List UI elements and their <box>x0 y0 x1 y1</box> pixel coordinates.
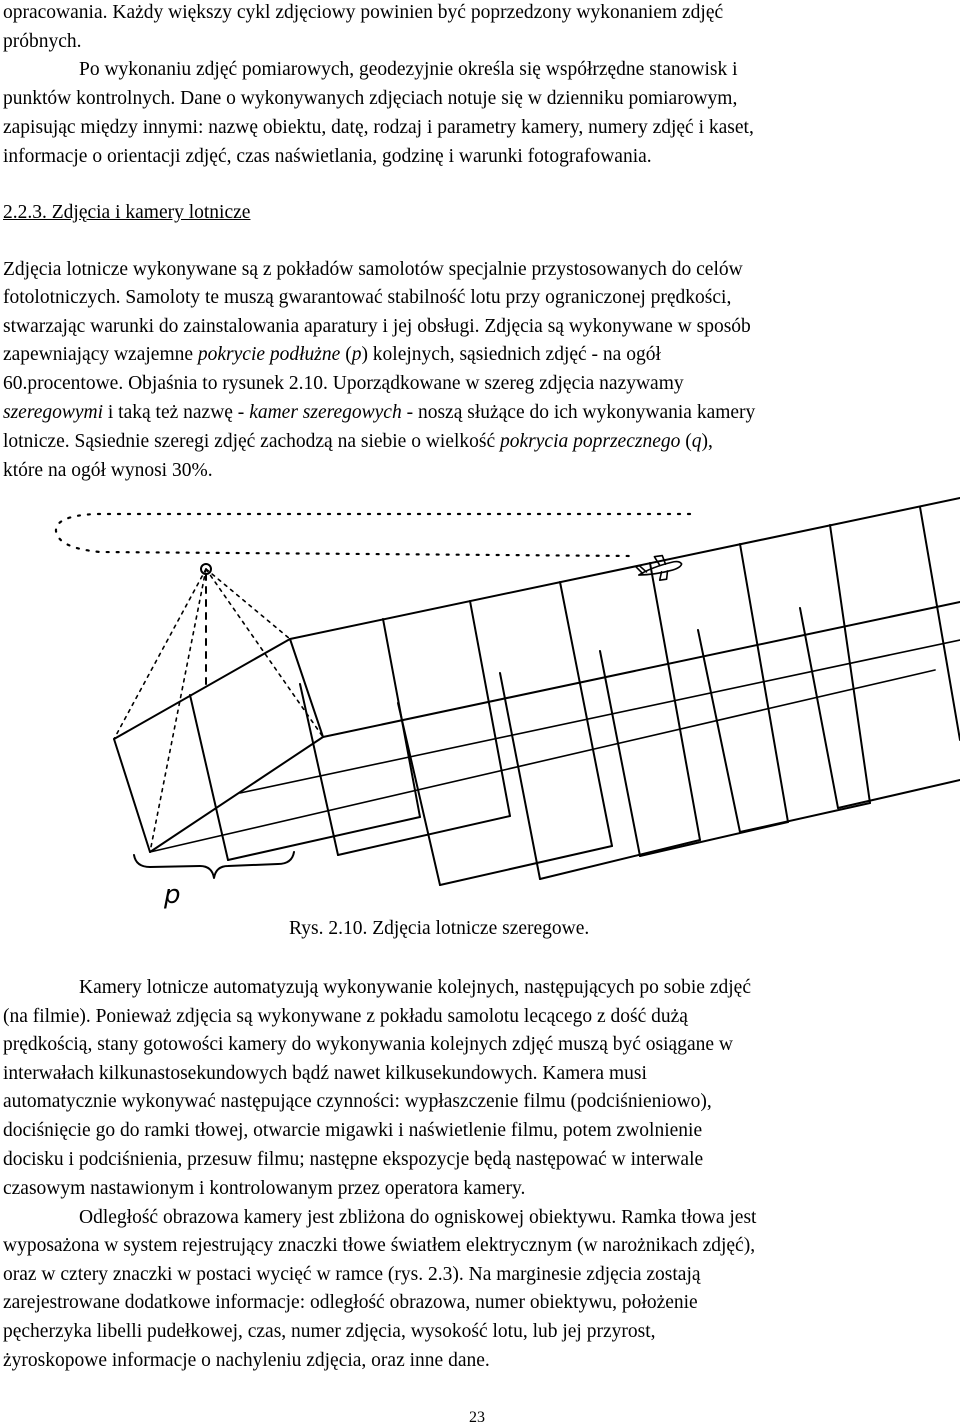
text-line: Odległość obrazowa kamery jest zbliżona do ogniskowej obiektywu. Ramka tłowa jest <box>79 1207 757 1228</box>
photo-frames <box>190 507 960 885</box>
text-run: ) kolejnych, sąsiednich zdjęć - na ogół <box>361 344 661 365</box>
symbol-p: p <box>351 344 362 365</box>
text-line: prędkością, stany gotowości kamery do wykonywania kolejnych zdjęć muszą być osiągane w <box>3 1034 733 1055</box>
text-run: ( <box>680 431 692 452</box>
text-line: zapisując między innymi: nazwę obiektu, datę, rodzaj i parametry kamery, numery zdjęć i kaset, <box>3 117 754 138</box>
text-line: czasowym nastawionym i kontrolowanym przez operatora kamery. <box>3 1178 526 1199</box>
text-line: 60.procentowe. Objaśnia to rysunek 2.10. Uporządkowane w szereg zdjęcia nazywamy <box>3 373 684 394</box>
overlap-label-p: p <box>164 880 181 910</box>
text-line: żyroskopowe informacje o nachyleniu zdjęcia, oraz inne dane. <box>3 1350 490 1371</box>
text-run: ( <box>340 344 352 365</box>
text-run: lotnicze. Sąsiednie szeregi zdjęć zachodzą na siebie o wielkość <box>3 431 501 452</box>
text-line: Po wykonaniu zdjęć pomiarowych, geodezyjnie określa się współrzędne stanowisk i <box>79 59 738 80</box>
text-line: które na ogół wynosi 30%. <box>3 460 213 481</box>
projection-ray <box>150 569 206 852</box>
term-strip-photos: szeregowymi <box>3 402 104 423</box>
text-line: automatycznie wykonywać następujące czynności: wypłaszczenie filmu (podciśnieniowo), <box>3 1091 712 1112</box>
text-line: opracowania. Każdy większy cykl zdjęciowy powinien być poprzedzony wykonaniem zdjęć <box>3 2 724 23</box>
text-line <box>3 345 661 365</box>
figure-caption: Rys. 2.10. Zdjęcia lotnicze szeregowe. <box>289 918 590 939</box>
text-line: punktów kontrolnych. Dane o wykonywanych zdjęciach notuje się w dzienniku pomiarowym, <box>3 88 738 109</box>
text-line <box>3 432 713 452</box>
term-strip-cameras: kamer szeregowych <box>249 402 402 423</box>
text-line: Kamery lotnicze automatyzują wykonywanie kolejnych, następujących po sobie zdjęć <box>79 977 751 998</box>
text-line: wyposażona w system rejestrujący znaczki tłowe światłem elektrycznym (w narożnikach zdjęć), <box>3 1235 756 1256</box>
text-run: ), <box>701 431 713 452</box>
page-number: 23 <box>469 1409 485 1426</box>
text-line <box>3 403 755 423</box>
term-longitudinal-overlap: pokrycie podłużne <box>197 344 341 365</box>
text-run: i taką też nazwę - <box>103 402 250 423</box>
text-line: docisku i podciśnienia, przesuw filmu; następne ekspozycje będą następować w interwale <box>3 1149 704 1170</box>
text-line: (na filmie). Ponieważ zdjęcia są wykonywane z pokładu samolotu lecącego z dość dużą <box>3 1006 688 1027</box>
text-line: oraz w cztery znaczki w postaci wycięć w ramce (rys. 2.3). Na marginesie zdjęcia zostają <box>3 1264 701 1285</box>
text-line: informacje o orientacji zdjęć, czas naświetlania, godzinę i warunki fotografowania. <box>3 146 652 167</box>
flight-path <box>56 514 690 556</box>
term-lateral-overlap: pokrycia poprzecznego <box>500 431 681 452</box>
text-line: dociśnięcie go do ramki tłowej, otwarcie migawki i naświetlenie filmu, potem zwolnienie <box>3 1120 703 1141</box>
section-heading: 2.2.3. Zdjęcia i kamery lotnicze <box>3 202 251 223</box>
text-line: zarejestrowane dodatkowe informacje: odległość obrazowa, numer obiektywu, położenie <box>3 1292 698 1313</box>
text-line: stwarzając warunki do zainstalowania aparatury i jej obsługi. Zdjęcia są wykonywane w sposób <box>3 316 751 337</box>
text-line: próbnych. <box>3 31 82 52</box>
text-line: Zdjęcia lotnicze wykonywane są z pokładów samolotów specjalnie przystosowanych do celów <box>3 259 743 280</box>
strip-photography-figure <box>0 490 960 915</box>
overlap-brace <box>134 852 294 878</box>
text-line: fotolotniczych. Samoloty te muszą gwarantować stabilność lotu przy ograniczonej prędkości, <box>3 287 732 308</box>
text-line: interwałach kilkunastosekundowych bądź nawet kilkusekundowych. Kamera musi <box>3 1063 647 1084</box>
symbol-q: q <box>691 431 702 452</box>
text-line: pęcherzyka libelli pudełkowej, czas, numer zdjęcia, wysokość lotu, lub jej przyrost, <box>3 1321 656 1342</box>
text-run: zapewniający wzajemne <box>3 344 198 365</box>
text-run: - noszą służące do ich wykonywania kamery <box>401 402 756 423</box>
